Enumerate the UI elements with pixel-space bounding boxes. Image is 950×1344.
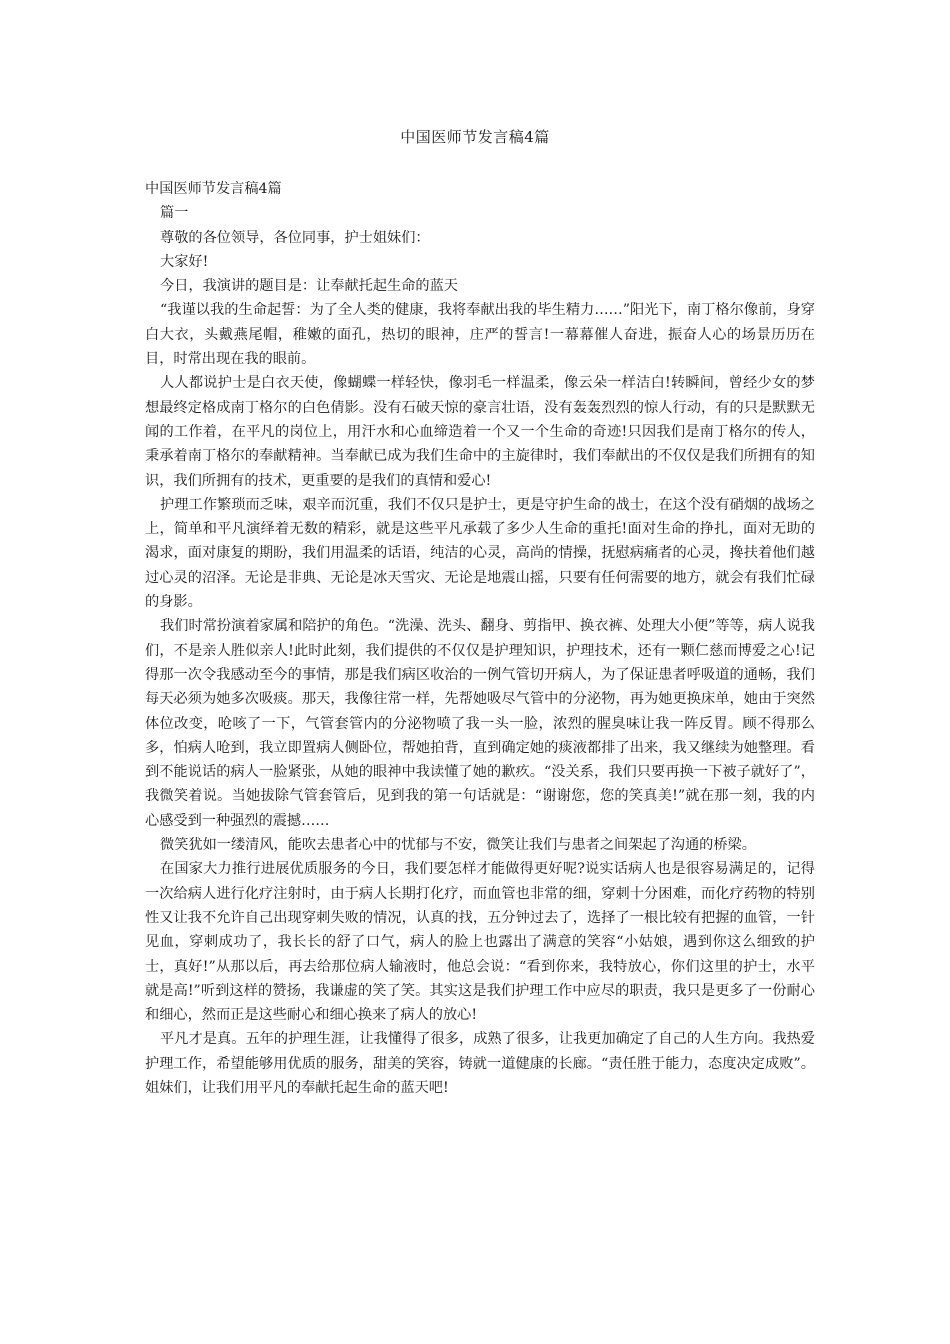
paragraph: 人人都说护士是白衣天使，像蝴蝶一样轻快，像羽毛一样温柔，像云朵一样洁白!转瞬间，曾经少女的梦想最终定格成南丁格尔的白色倩影。没有石破天惊的豪言壮语，没有轰轰烈烈的惊人行动，有的只是默默无闻的工作着，在平凡的岗位上，用汗水和心血缔造着一个又一个生命的奇迹!只因我们是南丁格尔的传人，秉承着南丁格尔的奉献精神。当奉献已成为我们生命中的主旋律时，我们奉献出的不仅仅是我们所拥有的知识，我们所拥有的技术，更重要的是我们的真情和爱心!	[145, 375, 815, 489]
paragraph: 大家好!	[160, 253, 209, 270]
paragraph: 我们时常扮演着家属和陪护的角色。“洗澡、洗头、翻身、剪指甲、换衣裤、处理大小便”等等，病人说我们，不是亲人胜似亲人!此时此刻，我们提供的不仅仅是护理知识，护理技术，还有一颗仁慈而博爱之心!记得那一次令我感动至今的事情，那是我们病区收治的一例气管切开病人，为了保证患者呼吸道的通畅，我们每天必须为她多次吸痰。那天，我像往常一样，先帮她吸尽气管中的分泌物，再为她更换床单，她由于突然体位改变，呛咳了一下，气管套管内的分泌物喷了我一头一脸，浓烈的腥臭味让我一阵反胃。顾不得那么多，怕病人呛到，我立即置病人侧卧位，帮她拍背，直到确定她的痰液都排了出来，我又继续为她整理。看到不能说话的病人一脸紧张，从她的眼神中我读懂了她的歉疚。“没关系，我们只要再换一下被子就好了”，我微笑着说。当她拔除气管套管后，见到我的第一句话就是：“谢谢您，您的笑真美!”就在那一刻，我的内心感受到一种强烈的震撼……	[145, 618, 815, 829]
paragraph: 平凡才是真。五年的护理生涯，让我懂得了很多，成熟了很多，让我更加确定了自己的人生方向。我热爱护理工作，希望能够用优质的服务，甜美的笑容，铸就一道健康的长廊。“责任胜于能力，态度决定成败”。姐妹们，让我们用平凡的奉献托起生命的蓝天吧!	[145, 1031, 815, 1096]
paragraph: 今日，我演讲的题目是：让奉献托起生命的蓝天	[160, 278, 458, 295]
section-label: 篇一	[160, 205, 189, 222]
paragraph: 在国家大力推行进展优质服务的今日，我们要怎样才能做得更好呢?说实话病人也是很容易满足的，记得一次给病人进行化疗注射时，由于病人长期打化疗，而血管也非常的细，穿刺十分困难，而化疗药物的特别性又让我不允许自己出现穿刺失败的情况，认真的找，五分钟过去了，选择了一根比较有把握的血管，一针见血，穿刺成功了，我长长的舒了口气，病人的脸上也露出了满意的笑容“小姑娘，遇到你这么细致的护士，真好!”从那以后，再去给那位病人输液时，他总会说：“看到你来，我特放心，你们这里的护士，水平就是高!”听到这样的赞扬，我谦虚的笑了笑。其实这是我们护理工作中应尽的职责，我只是更多了一份耐心和细心，然而正是这些耐心和细心换来了病人的放心!	[145, 861, 815, 1024]
paragraph: “我谨以我的生命起誓：为了全人类的健康，我将奉献出我的毕生精力……”阳光下，南丁格尔像前，身穿白大衣，头戴燕尾帽，稚嫩的面孔，热切的眼神，庄严的誓言!一幕幕催人奋进，振奋人心的场景历历在目，时常出现在我的眼前。	[145, 302, 815, 368]
paragraph: 微笑犹如一缕清风，能吹去患者心中的忧郁与不安，微笑让我们与患者之间架起了沟通的桥梁。	[160, 837, 756, 854]
document-body	[145, 177, 815, 1100]
document-title: 中国医师节发言稿4篇	[400, 128, 550, 146]
document-subtitle: 中国医师节发言稿4篇	[145, 181, 282, 197]
paragraph: 尊敬的各位领导，各位同事，护士姐妹们：	[160, 229, 430, 246]
paragraph: 护理工作繁琐而乏味，艰辛而沉重，我们不仅只是护士，更是守护生命的战士，在这个没有硝烟的战场之上，简单和平凡演绎着无数的精彩，就是这些平凡承载了多少人生命的重托!面对生命的挣扎，面对无助的渴求，面对康复的期盼，我们用温柔的话语，纯洁的心灵，高尚的情操，抚慰病痛者的心灵，搀扶着他们越过心灵的沼泽。无论是非典、无论是冰天雪灾、无论是地震山摇，只要有任何需要的地方，就会有我们忙碌的身影。	[145, 496, 815, 611]
